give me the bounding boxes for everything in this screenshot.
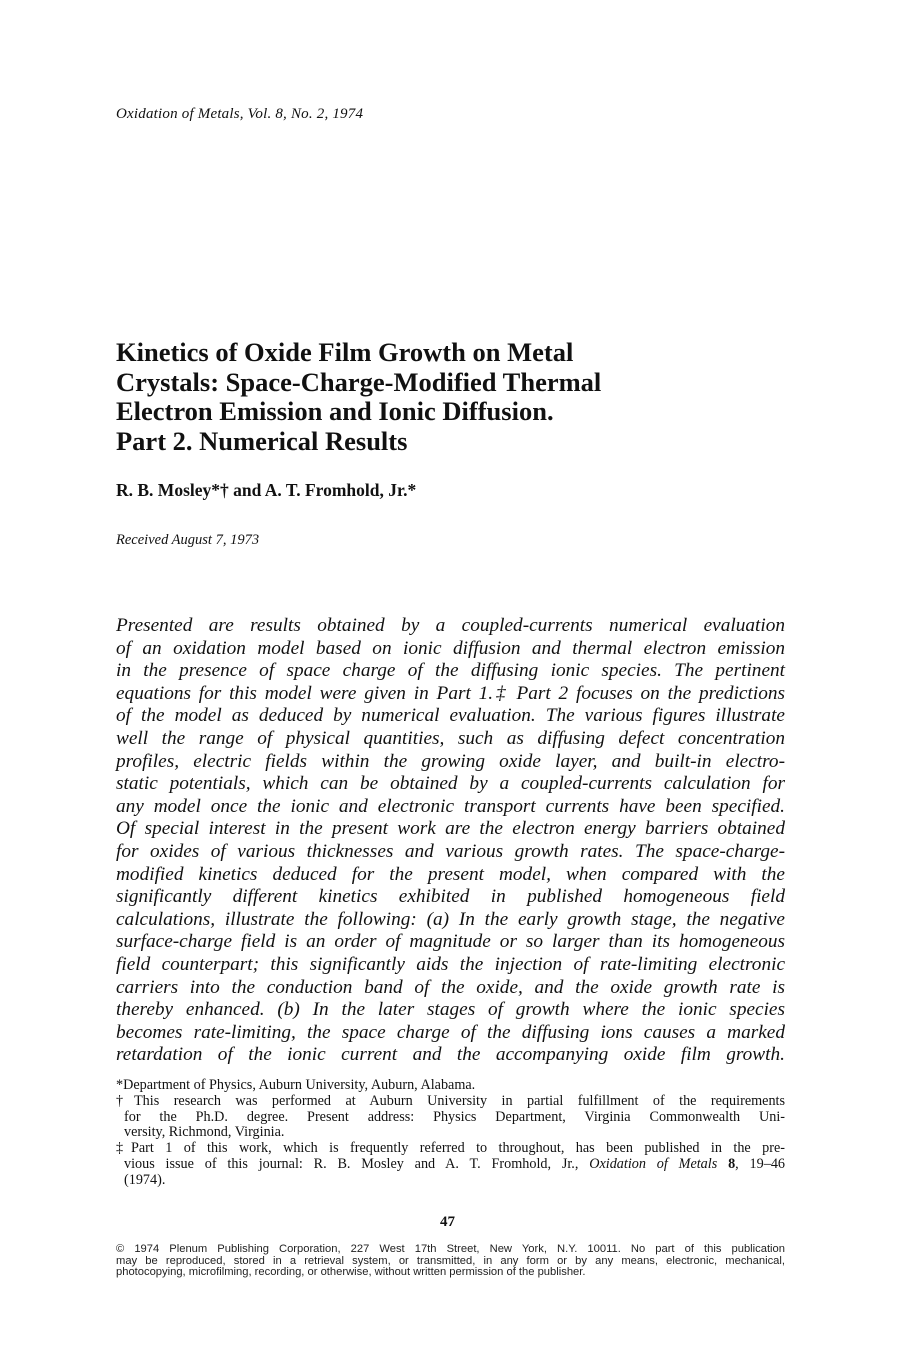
abstract-line: thereby enhanced. (b) In the later stages of growth where the ionic species <box>116 999 785 1021</box>
citation-volume: 8 <box>717 1155 736 1172</box>
abstract-line: for oxides of various thicknesses and various growth rates. The space-charge- <box>116 840 785 862</box>
abstract-line: of an oxidation model based on ionic diffusion and thermal electron emission <box>116 637 785 659</box>
footnote-line: versity, Richmond, Virginia. <box>124 1124 285 1141</box>
footnote-line: †This research was performed at Auburn University in partial fulfillment of the requirements <box>116 1092 785 1109</box>
abstract-line: retardation of the ionic current and the accompanying oxide film growth. <box>116 1044 785 1066</box>
citation-journal: Oxidation of Metals <box>589 1155 718 1172</box>
citation-text: vious issue of this journal: R. B. Mosley and A. T. Fromhold, Jr., <box>124 1155 590 1172</box>
journal-citation: Oxidation of Metals, Vol. 8, No. 2, 1974 <box>116 106 364 122</box>
title-line: Electron Emission and Ionic Diffusion. <box>116 396 554 426</box>
citation-pages: , 19–46 <box>735 1155 786 1172</box>
title-line: Crystals: Space-Charge-Modified Thermal <box>116 366 602 397</box>
abstract-line: significantly different kinetics exhibited in published homogeneous field <box>116 886 785 908</box>
abstract-line: becomes rate-limiting, the space charge of the diffusing ions causes a marked <box>116 1021 785 1043</box>
abstract-line: well the range of physical quantities, such as diffusing defect concentration <box>116 727 785 749</box>
footnotes <box>116 1078 785 1189</box>
article-title <box>116 338 756 456</box>
copyright-notice <box>116 1244 785 1279</box>
footnote-line: for the Ph.D. degree. Present address: Physics Department, Virginia Commonwealth Uni- <box>124 1108 785 1125</box>
title-line: Kinetics of Oxide Film Growth on Metal <box>116 337 574 367</box>
copyright-line: © 1974 Plenum Publishing Corporation, 227 West 17th Street, New York, N.Y. 10011. No part of this publication <box>116 1243 785 1255</box>
abstract-line: calculations, illustrate the following: (a) In the early growth stage, the negative <box>116 908 785 930</box>
abstract-line: of the model as deduced by numerical evaluation. The various figures illustrate <box>116 705 785 727</box>
title-line: Part 2. Numerical Results <box>116 425 408 456</box>
copyright-line: may be reproduced, stored in a retrieval system, or transmitted, in any form or by any means, electronic, mechanical, <box>116 1254 785 1267</box>
footnote-line: *Department of Physics, Auburn University, Auburn, Alabama. <box>116 1077 476 1093</box>
abstract-line: field counterpart; this significantly aids the injection of rate-limiting electronic <box>116 953 785 975</box>
footnote-citation-line <box>116 1157 785 1173</box>
footnote-line: ‡Part 1 of this work, which is frequently referred to throughout, has been published in the pre- <box>116 1140 785 1157</box>
abstract-line: Presented are results obtained by a coupled-currents numerical evaluation <box>116 615 785 636</box>
abstract-line: Of special interest in the present work are the electron energy barriers obtained <box>116 818 785 840</box>
author-list: R. B. Mosley*† and A. T. Fromhold, Jr.* <box>116 480 417 500</box>
footnote-affiliation <box>116 1078 785 1094</box>
abstract-line: equations for this model were given in Part 1.‡ Part 2 focuses on the predictions <box>116 682 785 704</box>
abstract-line: in the presence of space charge of the diffusing ionic species. The pertinent <box>116 660 785 682</box>
abstract-line: surface-charge field is an order of magnitude or so larger than its homogeneous <box>116 931 785 953</box>
footnote-part1 <box>116 1141 785 1188</box>
copyright-line: photocopying, microfilming, recording, or otherwise, without written permission of the publisher. <box>116 1266 586 1279</box>
abstract-line: modified kinetics deduced for the present model, when compared with the <box>116 863 785 885</box>
abstract-line: any model once the ionic and electronic transport currents have been specified. <box>116 795 785 817</box>
footnote-line: (1974). <box>124 1171 166 1188</box>
abstract <box>116 615 785 1067</box>
footnote-thesis <box>116 1094 785 1141</box>
abstract-line: carriers into the conduction band of the oxide, and the oxide growth rate is <box>116 976 785 998</box>
abstract-line: profiles, electric fields within the growing oxide layer, and built-in electro- <box>116 750 785 772</box>
abstract-line: static potentials, which can be obtained by a coupled-currents calculation for <box>116 773 785 795</box>
page-number: 47 <box>440 1214 455 1230</box>
received-date: Received August 7, 1973 <box>116 532 260 548</box>
